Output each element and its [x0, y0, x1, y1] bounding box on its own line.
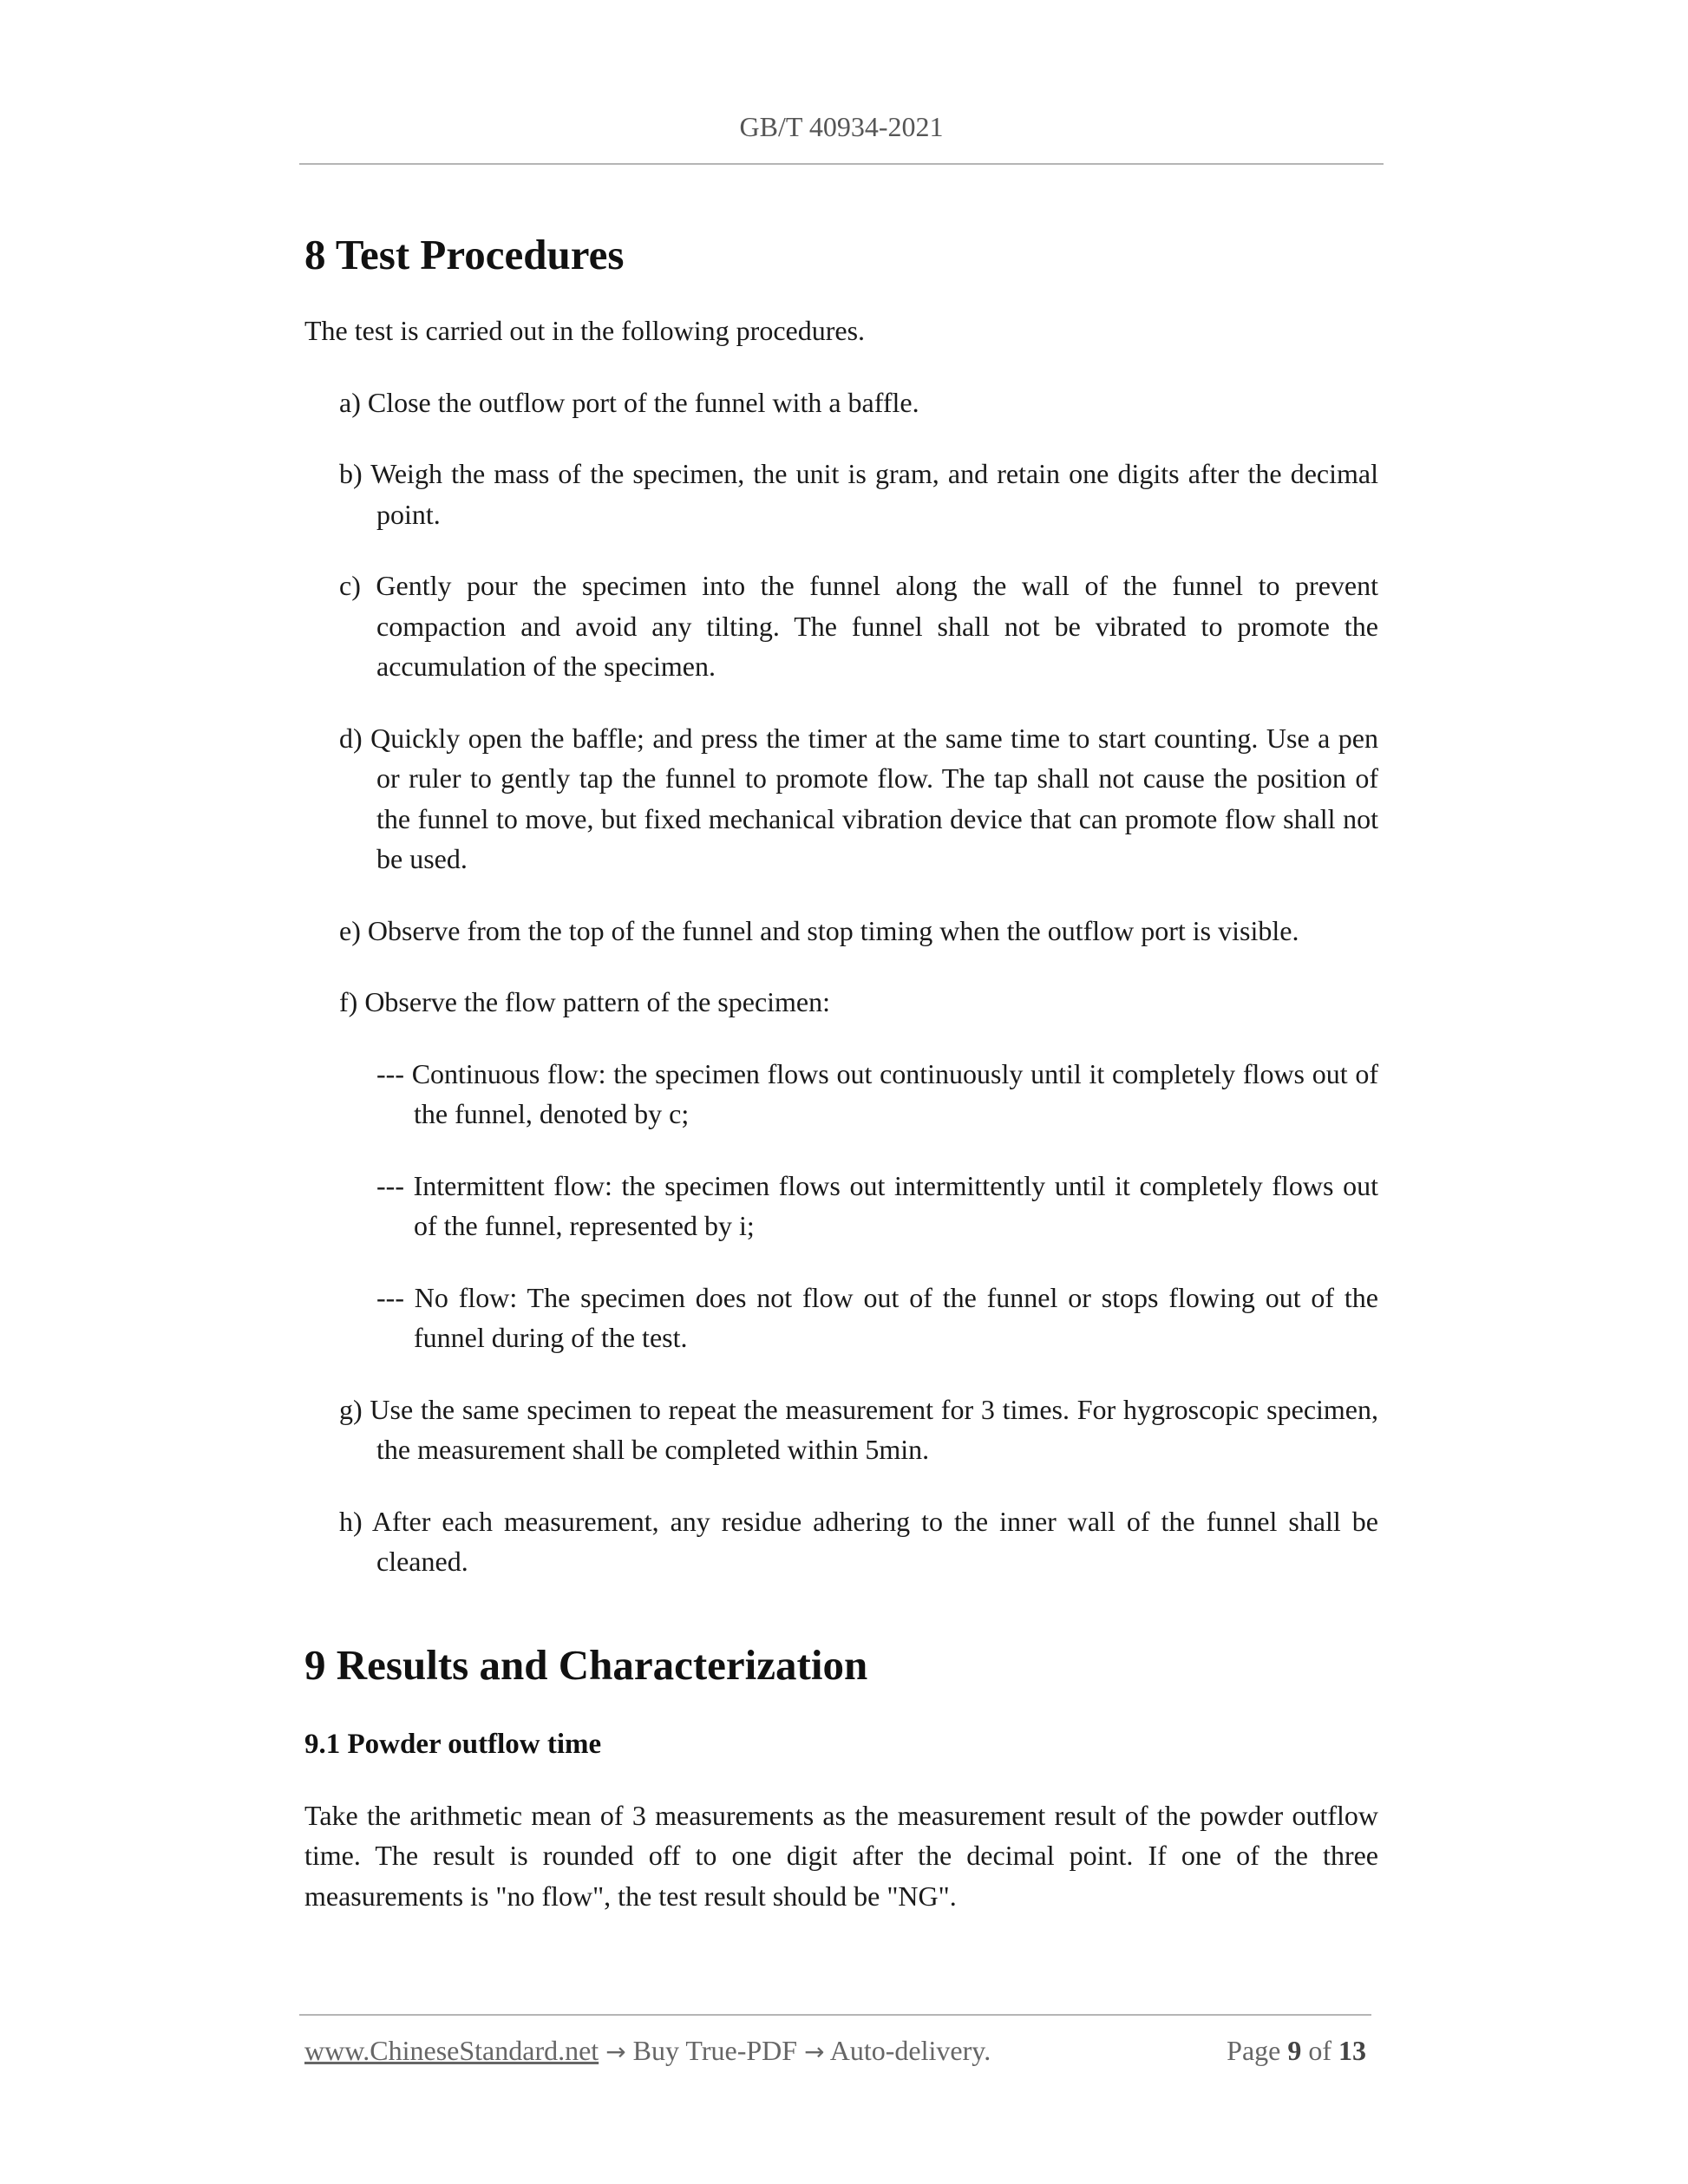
- page-label: Page: [1227, 2035, 1281, 2066]
- procedure-step-b: b) Weigh the mass of the specimen, the unit is gram, and retain one digits after the decimal point.: [339, 458, 1378, 530]
- document-id: GB/T 40934-2021: [739, 111, 944, 142]
- subsection-9-1-title: 9.1 Powder outflow time: [304, 1728, 602, 1760]
- procedure-step-c: c) Gently pour the specimen into the funnel along the wall of the funnel to prevent compaction and avoid any tilting. The funnel shall not be vibrated to promote the accumulation of the specimen.: [339, 570, 1378, 682]
- procedure-step-h: h) After each measurement, any residue adhering to the inner wall of the funnel shall be cleaned.: [339, 1505, 1378, 1577]
- website-link[interactable]: www.ChineseStandard.net: [304, 2035, 599, 2066]
- footer-promo: [304, 2035, 991, 2067]
- total-pages: 13: [1338, 2035, 1366, 2066]
- page-counter: [1227, 2035, 1366, 2067]
- auto-delivery-text: Auto-delivery.: [829, 2035, 991, 2066]
- flow-pattern-intermittent: --- Intermittent flow: the specimen flows out intermittently until it completely flows out of the funnel, represented by i;: [376, 1169, 1378, 1241]
- flow-pattern-no-flow: --- No flow: The specimen does not flow out of the funnel or stops flowing out of the funnel during of the test.: [376, 1281, 1378, 1353]
- section-8-intro: The test is carried out in the following procedures.: [304, 315, 866, 346]
- section-9-1-paragraph: Take the arithmetic mean of 3 measurements as the measurement result of the powder outflow time. The result is rounded off to one digit after the decimal point. If one of the three measurements is "no flow", the test result should be "NG".: [304, 1799, 1378, 1912]
- document-header: [299, 111, 1384, 143]
- arrow-right-icon: →: [605, 2037, 626, 2066]
- procedure-step-f: f) Observe the flow pattern of the specimen:: [339, 986, 831, 1017]
- procedure-step-a: a) Close the outflow port of the funnel with a baffle.: [339, 386, 919, 418]
- page-content: [304, 226, 1378, 1947]
- procedure-steps-continued: [304, 1390, 1378, 1582]
- page-footer: [304, 2035, 1371, 2073]
- section-8-title: 8 Test Procedures: [304, 231, 625, 278]
- procedure-step-g: g) Use the same specimen to repeat the measurement for 3 times. For hygroscopic specimen, the measurement shall be completed within 5min.: [339, 1393, 1378, 1465]
- arrow-right-icon: →: [804, 2037, 825, 2066]
- flow-pattern-continuous: --- Continuous flow: the specimen flows out continuously until it completely flows out of the funnel, denoted by c;: [376, 1057, 1378, 1129]
- header-divider: [299, 163, 1384, 165]
- procedure-step-e: e) Observe from the top of the funnel and stop timing when the outflow port is visible.: [339, 914, 1299, 946]
- current-page-number: 9: [1287, 2035, 1302, 2066]
- procedure-step-d: d) Quickly open the baffle; and press the timer at the same time to start counting. Use a pen or ruler to gently tap the funnel to promote flow. The tap shall not cause the position of the funnel to move, but fixed mechanical vibration device that can promote flow shall not be used.: [339, 722, 1378, 874]
- footer-divider: [299, 2014, 1371, 2016]
- of-label: of: [1308, 2035, 1331, 2066]
- flow-pattern-list: [304, 1054, 1378, 1358]
- buy-true-pdf-text: Buy True-PDF: [632, 2035, 798, 2066]
- procedure-steps: [304, 383, 1378, 1023]
- section-9-title: 9 Results and Characterization: [304, 1640, 868, 1689]
